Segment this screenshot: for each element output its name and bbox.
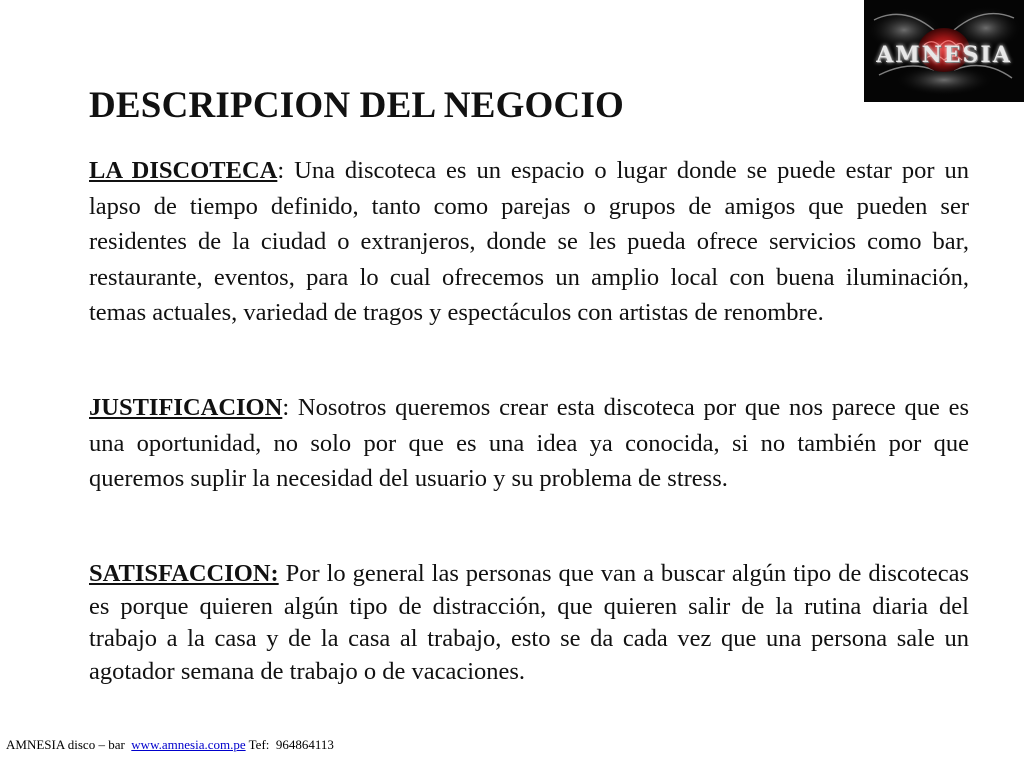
logo-text: AMNESIA xyxy=(876,42,1012,68)
footer-prefix: AMNESIA disco – bar xyxy=(6,737,132,752)
section-justificacion xyxy=(89,390,969,497)
section-label-discoteca: LA DISCOTECA xyxy=(89,157,278,184)
section-text-justificacion: Nosotros queremos crear esta discoteca por que nos parece que es una oportunidad, no solo por que es una idea ya conocida, si no también por que queremos suplir la necesidad del usuario y su problema de stress. xyxy=(89,394,969,492)
section-sep xyxy=(279,560,286,587)
amnesia-logo xyxy=(864,0,1024,102)
footer-website-link[interactable]: www.amnesia.com.pe xyxy=(131,737,246,752)
section-satisfaccion xyxy=(89,558,969,688)
footer xyxy=(6,737,334,753)
footer-phone: Tef: 964864113 xyxy=(245,737,334,752)
section-text-satisfaccion: Por lo general las personas que van a buscar algún tipo de discotecas es porque quieren algún tipo de distracción, que quieren salir de la rutina diaria del trabajo a la casa y de la casa al trabajo, esto se da cada vez que una persona sale un agotador semana de trabajo o de vacaciones. xyxy=(89,560,969,685)
section-sep: : xyxy=(282,394,298,421)
page-title: DESCRIPCION DEL NEGOCIO xyxy=(89,85,625,126)
section-label-satisfaccion: SATISFACCION: xyxy=(89,560,279,587)
section-discoteca xyxy=(89,153,969,331)
section-label-justificacion: JUSTIFICACION xyxy=(89,394,283,421)
section-text-discoteca: Una discoteca es un espacio o lugar donde se puede estar por un lapso de tiempo definido, tanto como parejas o grupos de amigos que pueden ser residentes de la ciudad o extranjeros, donde se les pueda ofrece servicios como bar, restaurante, eventos, para lo cual ofrecemos un amplio local con buena iluminación, temas actuales, variedad de tragos y espectáculos con artistas de renombre. xyxy=(89,157,970,327)
section-sep: : xyxy=(277,157,295,184)
